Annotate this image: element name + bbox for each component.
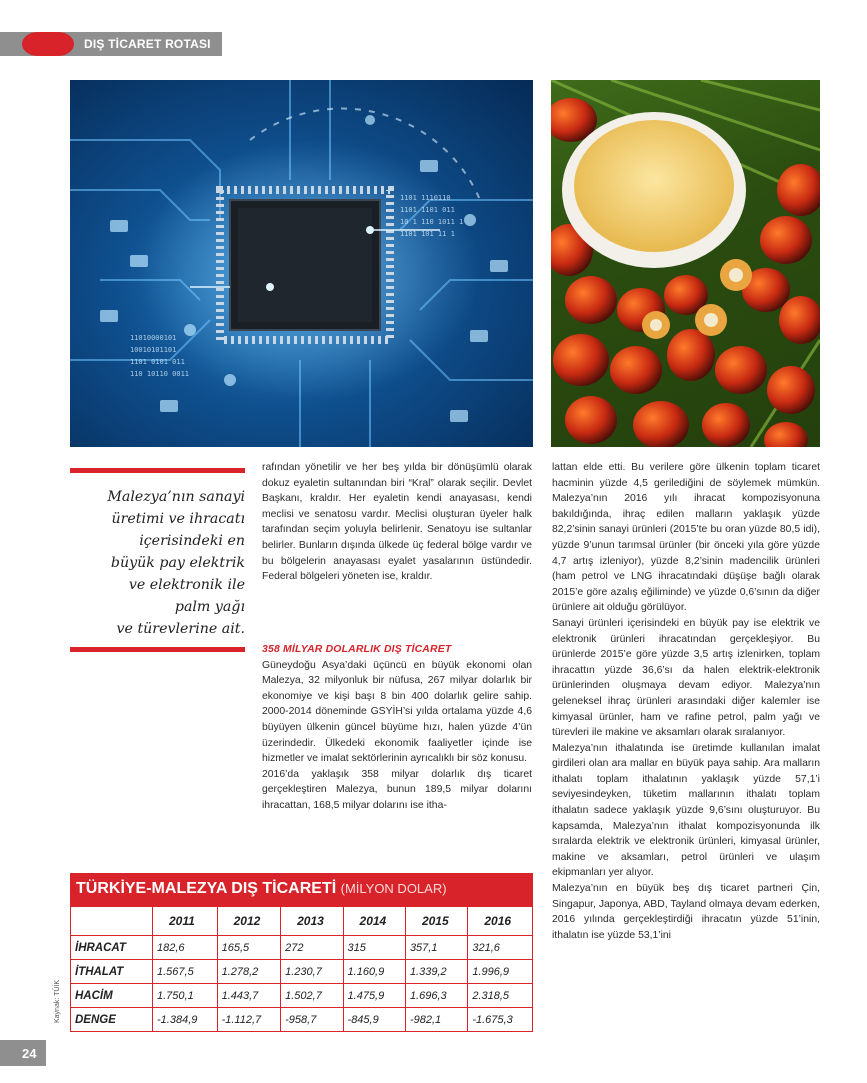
paragraph: Malezya’nın en büyük beş dış ticaret partneri Çin, Singapur, Japonya, ABD, Tayland olmaya devam ederken, 2016 yılında gerçekleştirdiği ihracatın yüzde 51’inin, ithalatın ise yüzde 53,1’ini xyxy=(552,883,820,941)
binary-text: 10 1 110 1011 1 xyxy=(400,218,464,226)
table-unit: (MİLYON DOLAR) xyxy=(340,881,447,896)
paragraph: 2016’da yaklaşık 358 milyar dolarlık dış ticaret gerçekleştiren Malezya, bunun 189,5 milyar dolarını ihracattan, 168,5 milyar dolarını ise itha- xyxy=(262,768,532,811)
circuit-board-photo xyxy=(70,80,533,447)
table-cell: 357,1 xyxy=(405,936,467,960)
binary-text: 1101 0101 011 xyxy=(130,358,185,366)
table-cell: 1.230,7 xyxy=(281,960,343,984)
row-label: İTHALAT xyxy=(71,960,153,984)
quote-line: büyük pay elektrik xyxy=(110,555,245,571)
section-subheading: 358 MİLYAR DOLARLIK DIŞ TİCARET xyxy=(262,644,452,655)
table-cell: -1.112,7 xyxy=(217,1008,281,1032)
table-cell: 182,6 xyxy=(153,936,218,960)
palm-oil-photo xyxy=(551,80,820,447)
quote-line: içerisindeki en xyxy=(139,533,245,549)
table-cell: -958,7 xyxy=(281,1008,343,1032)
table-cell: 1.278,2 xyxy=(217,960,281,984)
row-label: DENGE xyxy=(71,1008,153,1032)
table-cell: -1.384,9 xyxy=(153,1008,218,1032)
paragraph: Malezya’nın ithalatında ise üretimde kullanılan imalat girdileri olan ara mallar en büyük paya sahip. Ara malların ithalatı toplam ithalatının yaklaşık yüzde 57,1’i seviyesindeyken, tüketim mallarının ithalatı toplam ithalatın sadece yaklaşık yüzde 9,6’sını oluşturuyor. Bu kapsamda, Malezya’nın ithalat kompozisyonunda ilk sıralarda elektrik ve elektronik ürünleri, kimyasal ürünler, makine ve aksamları, petrol ürünleri ve ulaşım ekipmanları yer alıyor. xyxy=(552,742,820,879)
paragraph: rafından yönetilir ve her beş yılda bir dönüşümlü olarak dokuz eyaletin sultanından biri “Kral” olarak seçilir. Devlet Başkanı, kraldır. Her eyaletin kendi anayasası, kendi meclisi ve senatosu vardır. Meclisi oluşturan üyeler halk tarafından seçim yoluyla belirlenir. Senatoyu ise sultanlar belirler. Bunların dışında ülkede üç federal bölge vardır ve bu bölgelerin anayasası eyalet yasalarının üstündedir. Federal bölgeleri yöneten ise, kraldır. xyxy=(262,462,532,583)
quote-line: palm yağı xyxy=(174,599,245,615)
table-cell: 1.567,5 xyxy=(153,960,218,984)
page-number: 24 xyxy=(22,1046,37,1061)
binary-text: 10010101101 xyxy=(130,346,177,354)
table-cell: -845,9 xyxy=(343,1008,405,1032)
table-cell: 315 xyxy=(343,936,405,960)
table-cell: 1.502,7 xyxy=(281,984,343,1008)
quote-text xyxy=(70,486,245,640)
section-tab-marker xyxy=(22,32,74,56)
section-title: DIŞ TİCARET ROTASI xyxy=(84,37,211,51)
year-header: 2016 xyxy=(468,907,533,936)
circuit-board-illustration xyxy=(70,80,533,447)
table-row xyxy=(71,960,533,984)
body-column-2-top xyxy=(262,460,532,585)
binary-text: 1101 101 11 1 xyxy=(400,230,455,238)
binary-text: 1101 1110110 xyxy=(400,194,451,202)
quote-line: Malezya’nın sanayi xyxy=(107,489,245,505)
table-cell: 1.475,9 xyxy=(343,984,405,1008)
table-cell: 321,6 xyxy=(468,936,533,960)
table-cell: 1.160,9 xyxy=(343,960,405,984)
paragraph: Sanayi ürünleri içerisindeki en büyük pay ise elektrik ve elektronik ürünleri ihracatından gerçekleşiyor. Bu ürünlerde 2015’e göre yüzde 3,5 artış izlenirken, toplam ihracattın yüzde 36,6’sı da halen elektrik-elektronik ürünlerinden oluşmaya devam ediyor. Malezya’nın geleneksel ihraç ürünleri arasındaki diğer kalemler ise kimyasal ürünler, ham ve rafine petrol, palm yağı ve türevleri ile makine ve aksamları olarak sıralanıyor. xyxy=(552,617,820,739)
row-label: İHRACAT xyxy=(71,936,153,960)
year-header: 2014 xyxy=(343,907,405,936)
table-cell: 2.318,5 xyxy=(468,984,533,1008)
table-source: Kaynak: TÜİK xyxy=(54,979,61,1023)
table-cell: 272 xyxy=(281,936,343,960)
paragraph: lattan elde etti. Bu verilere göre ülkenin toplam ticaret hacminin yüzde 4,5 gerilediğini de söylemek mümkün. Malezya’nın 2016 yılı ihracat kompozisyonuna bakıldığında, ihraç edilen malların yaklaşık yüzde 82,2’sinin sanayi ürünleri (2015’te bu oran yüzde 80,5 idi), yüzde 9’unun tarımsal ürünler (bir önceki yıla göre yüzde 4,7 artış izleniyor), yüzde 8,2’sinin madencilik ürünleri (ham petrol ve LNG ihracatındaki düşüşe bağlı olarak 2015’e göre azalış eğiliminde) ve yüzde 0,6’sının da diğer ürünlere ait olduğu görülüyor. xyxy=(552,462,820,614)
quote-rule-top xyxy=(70,468,245,473)
year-header: 2015 xyxy=(405,907,467,936)
table-title-text: TÜRKİYE-MALEZYA DIŞ TİCARETİ xyxy=(76,880,337,897)
table-row xyxy=(71,936,533,960)
trade-table xyxy=(70,906,533,1032)
table-corner-cell xyxy=(71,907,153,936)
body-column-2-bottom xyxy=(262,642,532,814)
quote-line: ve elektronik ile xyxy=(128,577,245,593)
table-cell: 1.443,7 xyxy=(217,984,281,1008)
year-header: 2011 xyxy=(153,907,218,936)
year-header: 2012 xyxy=(217,907,281,936)
row-label: HACİM xyxy=(71,984,153,1008)
table-cell: 1.750,1 xyxy=(153,984,218,1008)
year-header: 2013 xyxy=(281,907,343,936)
pull-quote xyxy=(70,468,245,652)
table-cell: 1.996,9 xyxy=(468,960,533,984)
binary-text: 1101 1101 011 xyxy=(400,206,455,214)
table-cell: -1.675,3 xyxy=(468,1008,533,1032)
quote-rule-bottom xyxy=(70,647,245,652)
quote-line: ve türevlerine ait. xyxy=(116,621,245,637)
table-title xyxy=(76,880,447,898)
binary-text: 11010000101 xyxy=(130,334,177,342)
paragraph: Güneydoğu Asya’daki üçüncü en büyük ekonomi olan Malezya, 32 milyonluk bir nüfusa, 267 milyar dolarlık bir ekonomiye ve kişi başı 8 bin 400 dolarlık gelire sahip. 2000-2014 döneminde GSYİH’si yılda ortalama yüzde 4,6 büyüyen ülkenin güncel büyüme hızı, halen yüzde 4’ün üzerindedir. Ülkedeki ekonomik faaliyetler içinde ise hizmetler ve imalat sektörlerinin ayrıcalıklı bir söz konusu. xyxy=(262,659,532,765)
table-cell: -982,1 xyxy=(405,1008,467,1032)
table-cell: 1.696,3 xyxy=(405,984,467,1008)
quote-line: üretimi ve ihracatı xyxy=(111,511,245,527)
body-column-3 xyxy=(552,460,820,943)
table-row xyxy=(71,984,533,1008)
table-row xyxy=(71,1008,533,1032)
palm-oil-illustration xyxy=(551,80,820,447)
table-cell: 1.339,2 xyxy=(405,960,467,984)
binary-text: 110 10110 0011 xyxy=(130,370,190,378)
table-cell: 165,5 xyxy=(217,936,281,960)
table-header-row xyxy=(71,907,533,936)
